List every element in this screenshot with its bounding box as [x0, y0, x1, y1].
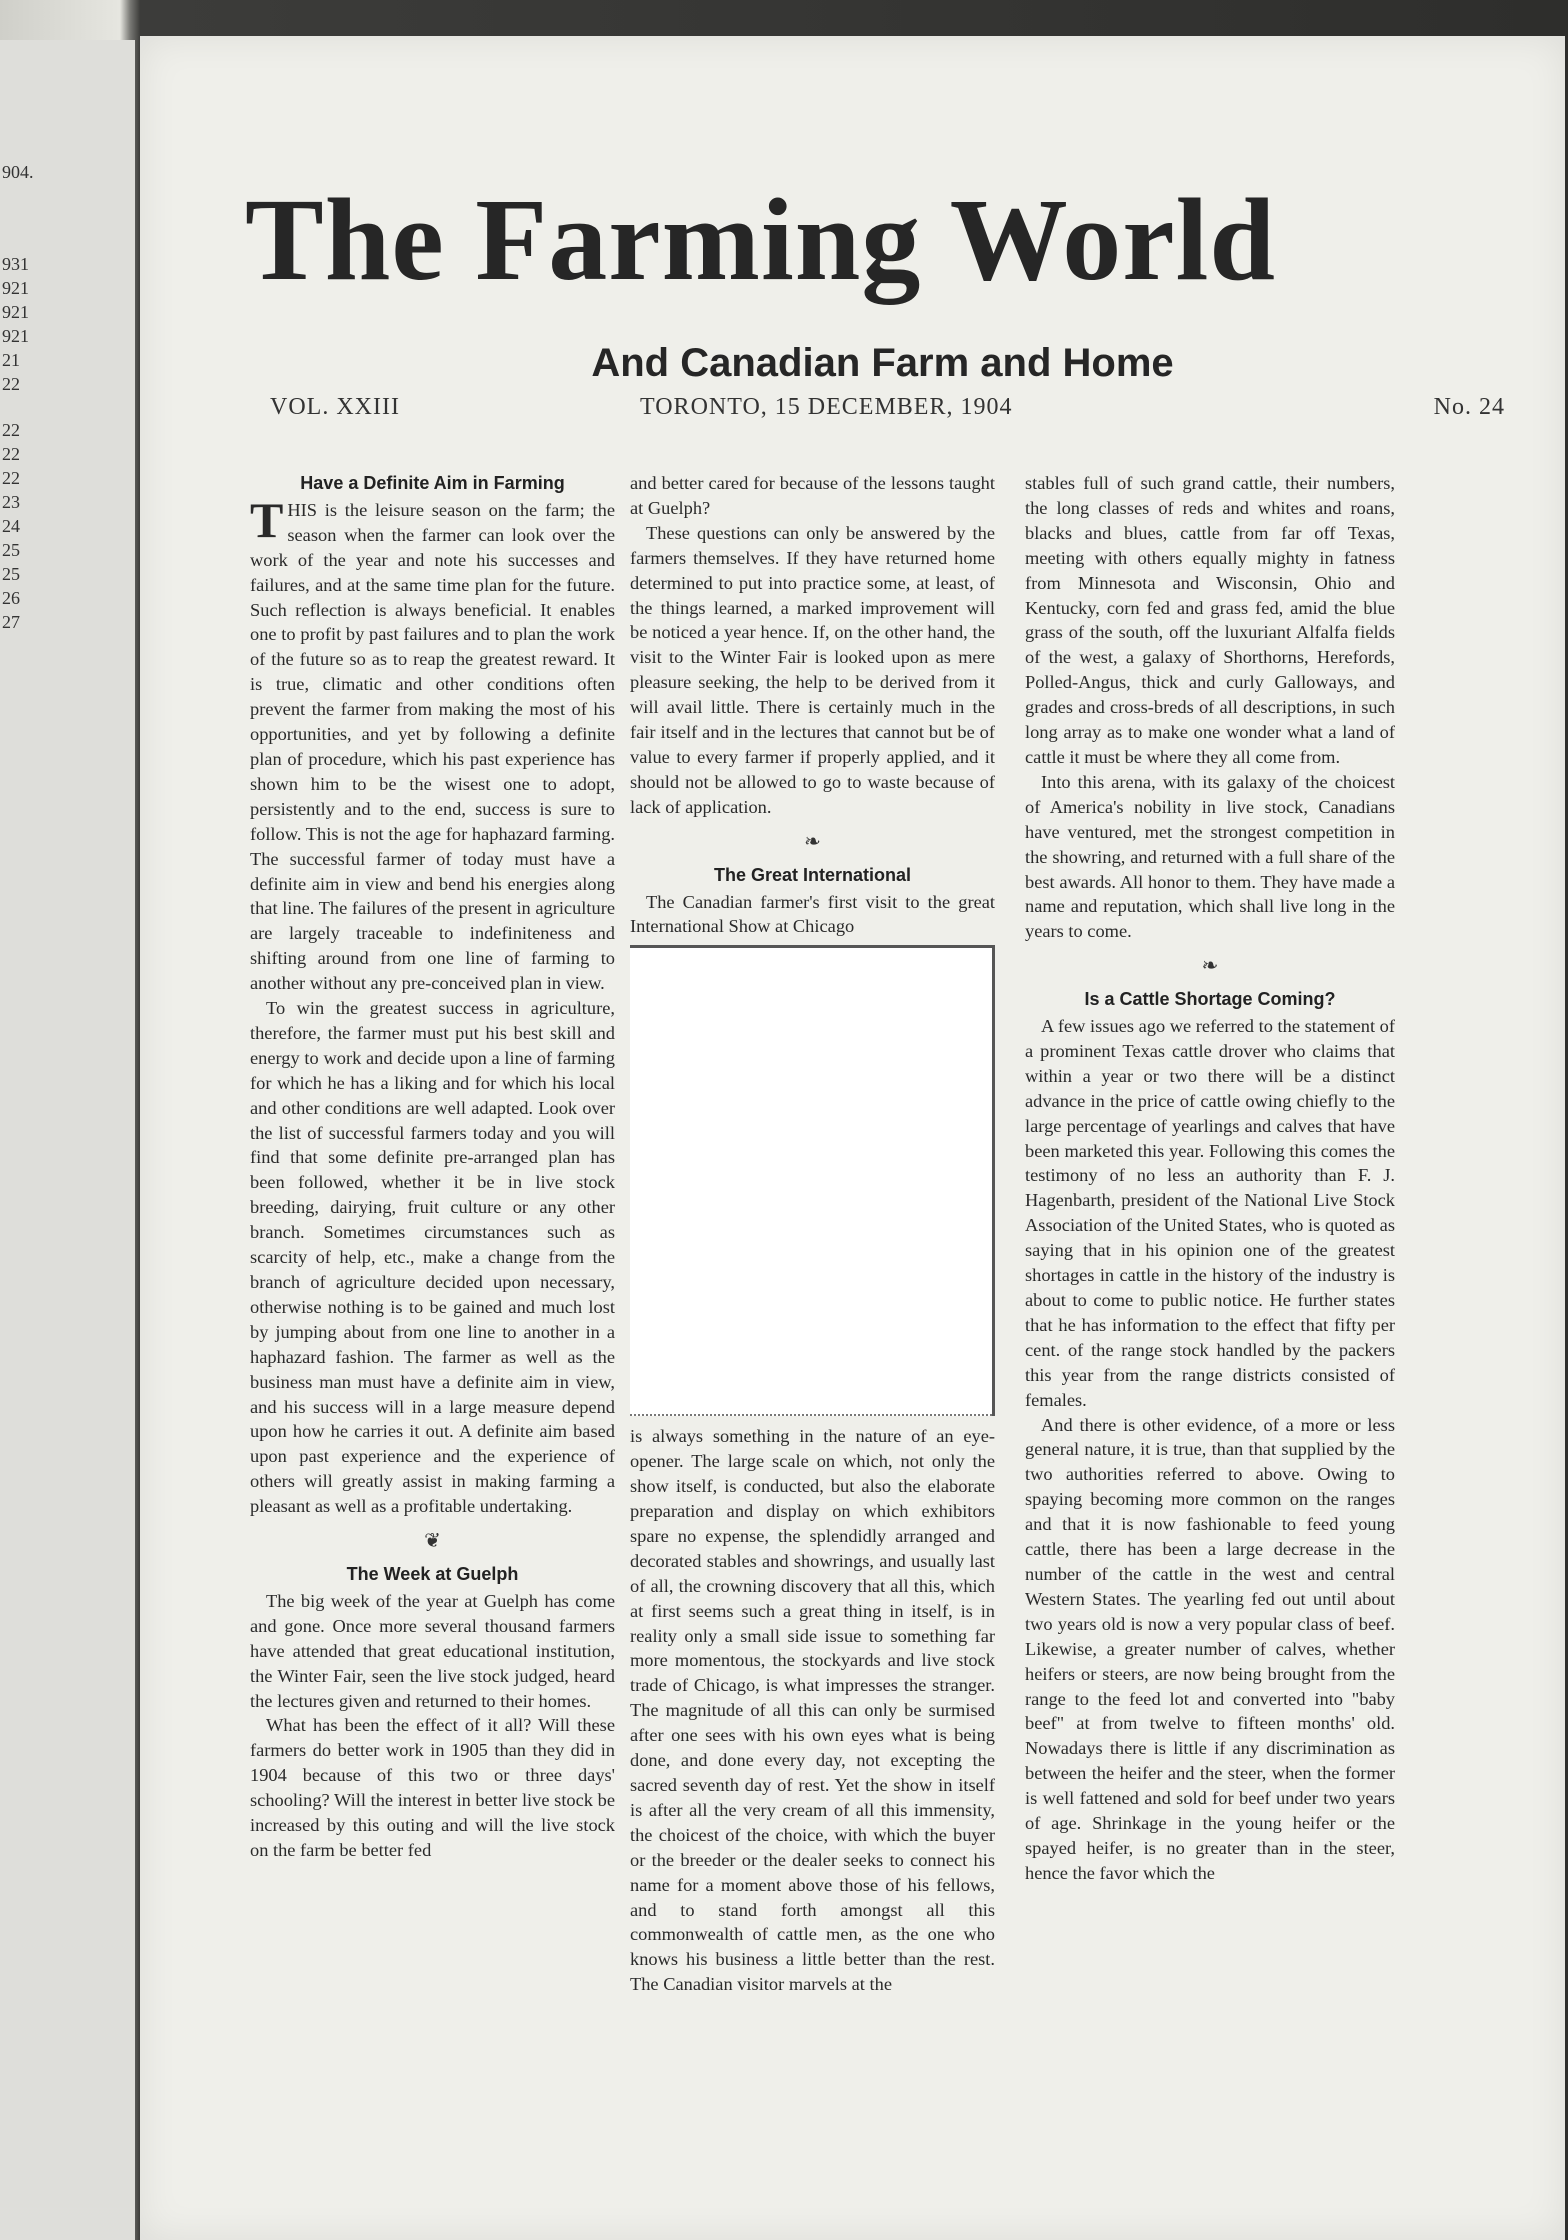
article-paragraph: Into this arena, with its galaxy of the choicest of America's nobility in live stock, Canadians have ventured, met the strongest competition in the showring, and returned with a full share of the best awards. All honor to them. They have made a name and reputation, which shall live long in the years to come.	[1025, 771, 1395, 942]
masthead-subtitle: And Canadian Farm and Home	[591, 341, 1174, 385]
margin-number: 22	[2, 374, 20, 394]
margin-number: 21	[2, 350, 20, 370]
margin-number: 25	[2, 564, 20, 584]
article-heading: Have a Definite Aim in Farming	[300, 473, 565, 493]
article-heading: Is a Cattle Shortage Coming?	[1084, 989, 1336, 1010]
margin-number: 904.	[2, 162, 34, 182]
drop-cap: T	[250, 491, 284, 548]
ornament-icon: ❧	[804, 830, 821, 853]
article-paragraph: A few issues ago we referred to the statement of a prominent Texas cattle drover who claims that within a year or two there will be a distinct advance in the price of cattle owing chiefly to the large percentage of yearlings and calves that have been marketed this year. Following this comes the testimony of no less an authority than F. J. Hagenbarth, president of the National Live Stock Association of the United States, who is quoted as saying that in his opinion one of the greatest shortages in cattle in the history of the industry is about to come to public notice. He further states that he has information to the effect that fifty per cent. of the range stock handled by the packers this year from the range districts consisted of females.	[1025, 1016, 1395, 1410]
margin-number: 921	[2, 326, 29, 346]
article-paragraph: and better cared for because of the lessons taught at Guelph?	[630, 473, 995, 518]
margin-number: 23	[2, 492, 20, 512]
article-paragraph: And there is other evidence, of a more or less general nature, it is true, than that supplied by the two authorities referred to above. Owing to spaying becoming more common on the ranges and that it is now fashionable to feed young cattle, there has been a large decrease in the number of the cattle in the west and central Western States. The yearling fed out until about two years old is now a very popular class of beef. Likewise, a greater number of calves, whether heifers or steers, are now being brought from the range to the feed lot and converted into "baby beef" at from twelve to fifteen months' old. Nowadays there is little if any discrimination as between the heifer and the steer, when the former is well fattened and sold for beef under two years of age. Shrinkage in the young heifer or the spayed heifer, is no greater than in the steer, hence the favor which the	[1025, 1414, 1395, 1883]
photo-edge	[630, 1414, 992, 1416]
margin-number: 25	[2, 540, 20, 560]
masthead-title: The Farming World	[245, 174, 1277, 305]
margin-number: 24	[2, 516, 20, 536]
margin-number: 22	[2, 444, 20, 464]
paragraph-text: HIS is the leisure season on the farm; the season when the farmer can look over the work of the year and note his successes and failures, and at the same time plan for the future. Such reflection is always beneficial. It enables one to profit by past failures and to plan the work of the future so as to reap the greatest reward. It is true, climatic and other conditions often prevent the farmer from making the most of his opportunities, and yet by following a definite plan of procedure, which his past experience has shown him to be the wisest one to adopt, persistently and to the end, success is sure to follow. This is not the age for haphazard farming. The successful farmer of today must have a definite aim in view and bend his energies along that line. The failures of the present in agriculture are largely traceable to indefiniteness and shifting around from one line of farming to another without any pre-conceived plan in view.	[250, 499, 615, 994]
margin-number: 921	[2, 302, 29, 322]
article-heading: The Great International	[713, 864, 912, 885]
volume-label: VOL. XXIII	[270, 394, 400, 420]
article-paragraph: is always something in the nature of an eye-opener. The large scale on which, not only the show itself, is conducted, but also the elaborate preparation and display on which exhibitors spare no expense, the splendidly arranged and decorated stables and showrings, and usually last of all, the crowning discovery that all this, which at first seems such a great thing in itself, is in reality only a small side issue to something far more momentous, the stockyards and live stock trade of Chicago, is what impresses the stranger. The magnitude of all this can only be surmised after one sees with his own eyes what is being done, and done every day, not excepting the sacred seventh day of rest. Yet the show in itself is after all the very cream of all this immensity, the choicest of the choice, with which the buyer or the breeder or the dealer seeks to connect his name for a moment above those of his fellows, and to stand forth amongst all this commonwealth of cattle men, as the one who knows his business a little better than the rest. The Canadian visitor marvels at the	[630, 1426, 995, 1995]
issue-number: No. 24	[1433, 394, 1505, 420]
article-paragraph: These questions can only be answered by the farmers themselves. If they have returned home determined to put into practice some, at least, of the things learned, a marked improvement will be noticed a year hence. If, on the other hand, the visit to the Winter Fair is looked upon as mere pleasure seeking, the help to be derived from it will avail little. There is certainly much in the fair itself and in the lectures that cannot but be of value to every farmer if properly applied, and it should not be allowed to go to waste because of lack of application.	[630, 522, 995, 817]
margin-number: 27	[2, 612, 20, 632]
article-paragraph: To win the greatest success in agriculture, therefore, the farmer must put his best skill and energy to work and decide upon a line of farming for which he has a liking and for which his local and other conditions are well adapted. Look over the list of successful farmers today and you will find that some definite pre-arranged plan has been followed, whether it be in live stock breeding, dairying, fruit culture or any other branch. Sometimes circumstances such as scarcity of help, etc., make a change from the branch of agriculture decided upon necessary, otherwise nothing is to be gained and much lost by jumping about from one line to another in a haphazard fashion. The farmer as well as the business man must have a definite aim in view, and his success will in a large measure depend upon how he carries it out. A definite aim based upon past experience and the experience of others will greatly assist in making farming a pleasant as well as a profitable undertaking.	[250, 998, 615, 1517]
article-paragraph: stables full of such grand cattle, their numbers, the long classes of reds and whites and roans, blacks and blues, cattle from far off Texas, meeting with others equally mighty in fatness from Minnesota and Wisconsin, Ohio and Kentucky, corn fed and grass fed, amid the blue grass of the south, off the luxuriant Alfalfa fields of the west, a galaxy of Shorthorns, Herefords, Polled-Angus, thick and curly Galloways, and grades and cross-breds of all descriptions, in such long array as to make one wonder what a land of cattle it must be where they all come from.	[1025, 473, 1395, 767]
ornament-icon: ❦	[424, 1530, 441, 1553]
ornament-icon: ❧	[1201, 955, 1219, 978]
article-heading: The Week at Guelph	[346, 1563, 519, 1584]
column-2	[630, 471, 995, 1997]
margin-number: 22	[2, 420, 20, 440]
article-paragraph	[250, 491, 615, 996]
column-3	[1025, 471, 1395, 1886]
newspaper-page	[140, 36, 1565, 2240]
margin-number: 921	[2, 278, 29, 298]
issue-date: TORONTO, 15 DECEMBER, 1904	[640, 394, 1013, 420]
article-paragraph: The Canadian farmer's first visit to the great International Show at Chicago	[630, 891, 995, 937]
margin-number: 22	[2, 468, 20, 488]
margin-number: 931	[2, 254, 29, 274]
article-paragraph: What has been the effect of it all? Will these farmers do better work in 1905 than they did in 1904 because of this two or three days' schooling? Will the interest in better live stock be increased by this outing and will the live stock on the farm be better fed	[250, 1715, 615, 1860]
margin-number: 26	[2, 588, 20, 608]
previous-page-margin	[0, 40, 135, 2240]
column-1	[250, 471, 615, 1863]
photo-placeholder	[630, 945, 995, 1416]
article-paragraph: The big week of the year at Guelph has come and gone. Once more several thousand farmers have attended that great educational institution, the Winter Fair, seen the live stock judged, heard the lectures given and returned to their homes.	[250, 1590, 615, 1711]
